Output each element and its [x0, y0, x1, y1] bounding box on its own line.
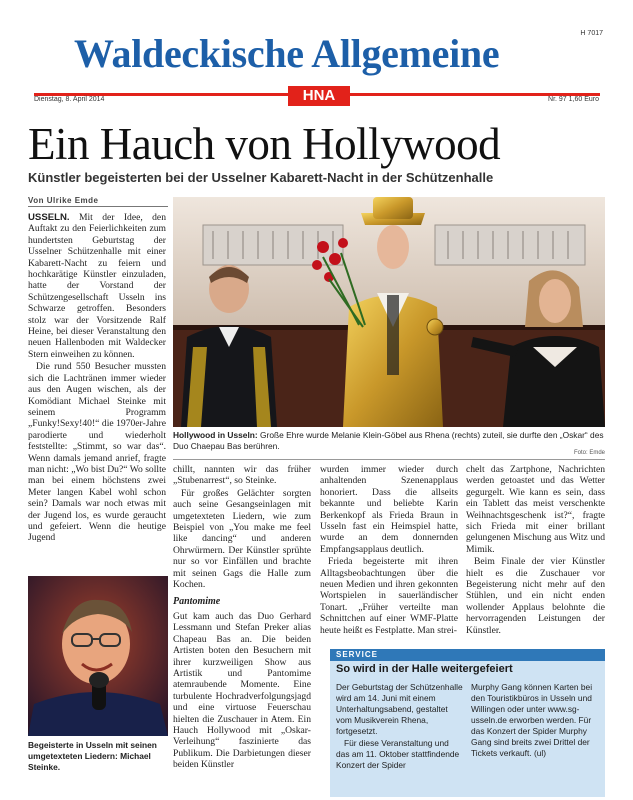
- issue-number-price: Nr. 97 1,60 Euro: [548, 96, 599, 103]
- service-column-left: [336, 682, 464, 772]
- service-title: So wird in der Halle weitergefeiert: [336, 663, 513, 675]
- portrait-caption: Begeisterte in Usseln mit seinen umgetexteten Liedern: Michael Steinke.: [28, 740, 157, 772]
- service-column-right: [471, 682, 599, 760]
- caption-rule: [173, 459, 605, 460]
- article-column-1: [28, 212, 166, 545]
- caption-text: Große Ehre wurde Melanie Klein-Göbel aus Rhena (rechts) zuteil, sie durfte den „Oskar“ des Duo Chaepau Bas berühren.: [173, 430, 604, 451]
- paragraph: Die rund 550 Besucher mussten sich die Lachtränen immer wieder aus den Augen wischen, als der Komödiant Michael Steinke mit seinem Programm „Funky!Sexy!40!“ die 1970er-Jahre parodierte und wiederholt feststellte: „Stimmt, so war das“. Wenn damals jemand anrief, fragte man nicht: „Wo bist Du?“ Wo sollte man bei einem höchstens zwei Meter langen Kabel wohl schon sein? Damals war noch etwas mit der Jugend los, es wurde geraucht und gefeiert. Wenn die heutige Jugend: [28, 361, 166, 544]
- paragraph: Beim Finale der vier Künstler hielt es die Zuschauer vor Begeisterung nicht mehr auf den Stühlen, und ein nicht enden wollender Applaus belohnte die hervorragenden Leistungen der Künstler.: [466, 556, 605, 636]
- newspaper-code: H 7017: [580, 30, 603, 37]
- article-column-3: [320, 464, 458, 637]
- paragraph: [28, 212, 166, 360]
- paragraph: wurden immer wieder durch anhaltenden Szenenapplaus honoriert. Dass die allseits bekannte und beliebte Karin Berkenkopf als Frieda Braun in Usseln fast ein Heimspiel hatte, wurde an dem donnernden Empfangsapplaus deutlich.: [320, 464, 458, 555]
- masthead: [0, 0, 633, 118]
- newspaper-title: Waldeckische Allgemeine: [74, 31, 500, 76]
- paragraph: Murphy Gang können Karten bei den Touristikbüros in Usseln und Willingen oder unter www.sg-usseln.de erworben werden. Für das Konzert der Spider Murphy Gang sind breits zwei Drittel der Tickets verkauft. (ul): [471, 682, 593, 758]
- service-box: [330, 649, 605, 797]
- service-label: SERVICE: [330, 649, 605, 661]
- section-subhead: Pantomime: [173, 596, 221, 608]
- article-subheadline: Künstler begeisterten bei der Usselner Kabarett-Nacht in der Schützenhalle: [28, 170, 494, 185]
- portrait-photo: [28, 576, 168, 736]
- stage-photo-illustration: [173, 197, 605, 427]
- paragraph: chelt das Zartphone, Nachrichten werden getoastet und das Wetter gegurgelt. Wie kann es sein, dass ein Tablett das meist verschenkte Weihnachtsgeschenk ist?“, fragte sich Frieda mit einer brillant gelungenen Mischung aus Witz und Mimik.: [466, 464, 605, 555]
- dateline-place: USSELN.: [28, 212, 70, 223]
- article-column-2: [173, 464, 311, 772]
- article-headline: Ein Hauch von Hollywood: [28, 119, 501, 169]
- photo-credit: Foto: Emde: [573, 450, 605, 456]
- article-byline: Von Ulrike Emde: [28, 196, 99, 205]
- paragraph-text: Mit der Idee, den Auftakt zu den Feierlichkeiten zum hundertsten Geburtstag der Usselner Schützenhalle mit einer Kabarett-Nacht zu feiern und hochkarätige Künstler einzuladen, hatte der Vorstand der Schützengesellschaft Usseln ins Schwarze getroffen. Besonders stolz war der Vorsitzende Ralf Heine, bei dieser Veranstaltung den neuen Hallenboden mit Waldecker Stern einweihen zu können.: [28, 212, 166, 360]
- paragraph: chillt, nannten wir das früher „Stubenarrest“, so Steinke.: [173, 464, 311, 487]
- paragraph: Für diese Veranstaltung und das am 11. Oktober stattfindende Konzert der Spider: [336, 738, 460, 770]
- hna-logo: HNA: [288, 86, 350, 106]
- paragraph: Frieda begeisterte mit ihren Alltagsbeobachtungen über die neuen Medien und ihren gekonnten Wortspielen in sauerländischer Tonart. „Früher verteilte man Schnittchen auf einer WMF-Platte heute heißt es Festplatte. Man strei-: [320, 556, 458, 636]
- issue-date: Dienstag, 8. April 2014: [34, 96, 105, 103]
- paragraph: Gut kam auch das Duo Gerhard Lessmann und Stefan Preker alias Chapeau Bas an. Die beiden Artisten boten den Besuchern mit ihrer kurzweiligen Show aus Artistik und Pantomime atemraubende Momente. Eine turbulente Hochradverfolgungsjagd und eine virtuose Feuerschau hielten die Zuschauer in Atem. Ein Hauch Hollywood mit „Oskar-Verleihung“ faszinierte das Publikum. Die Darbietungen dieser beiden Künstler: [173, 610, 311, 771]
- byline-rule: [28, 206, 168, 207]
- main-photo-caption: [173, 430, 605, 451]
- article-column-4: [466, 464, 605, 637]
- main-photo: [173, 197, 605, 427]
- portrait-illustration: [28, 576, 168, 736]
- paragraph: Der Geburtstag der Schützenhalle wird am 14. Juni mit einem Unterhaltungsabend, gestaltet vom Musikverein Rhena, fortgesetzt.: [336, 682, 463, 736]
- caption-lead: Hollywood in Usseln:: [173, 430, 258, 440]
- paragraph: Für großes Gelächter sorgten auch seine Gesangseinlagen mit umgetexteten Liedern, wie zum Beispiel von „You make me feel like dancing“ und anderen Ohrwürmern. Der Künstler sprühte nur so vor Einfällen und brachte mit seinen Gags die Halle zum Kochen.: [173, 487, 311, 591]
